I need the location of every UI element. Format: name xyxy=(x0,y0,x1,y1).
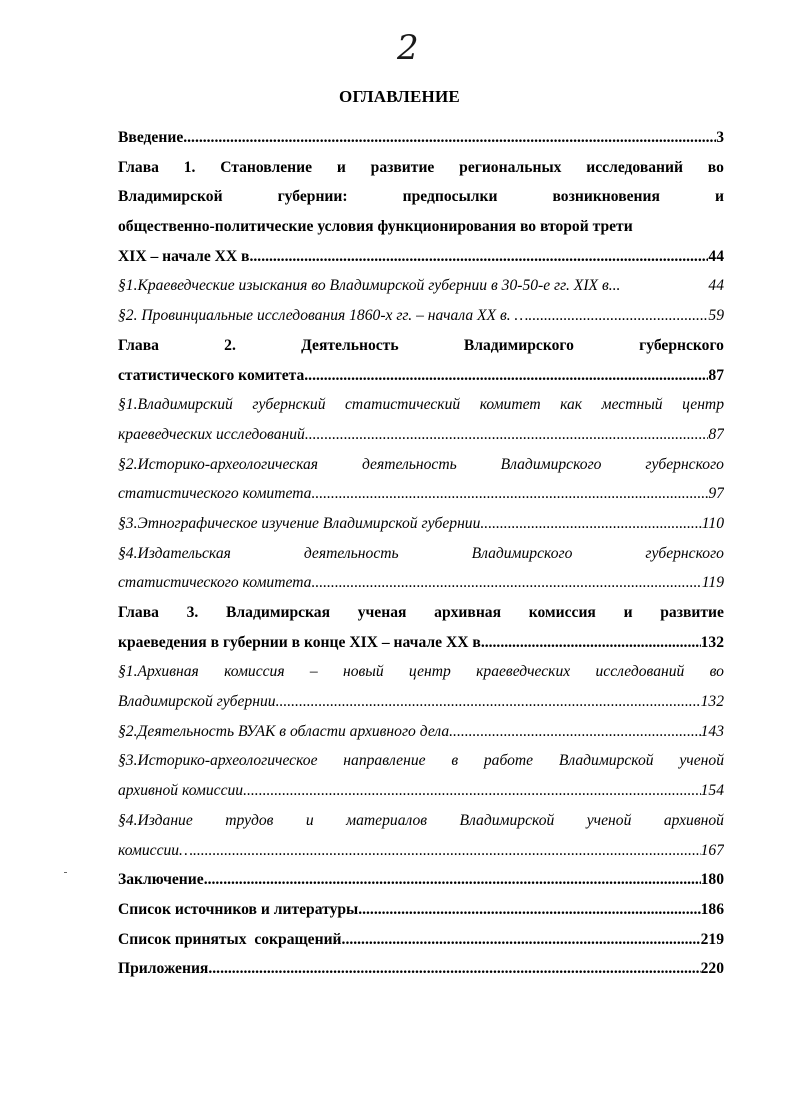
word: Глава xyxy=(118,604,159,621)
toc-chapter-2-line-2[interactable] xyxy=(118,361,724,391)
word: центр xyxy=(408,663,451,681)
word: исследований xyxy=(586,158,684,176)
word: Владимирской xyxy=(558,752,654,770)
word: §1.Архивная xyxy=(118,663,199,681)
toc-chapter-1-line-4[interactable] xyxy=(118,242,724,272)
word: деятельность xyxy=(361,455,457,473)
word: региональных xyxy=(459,158,562,176)
word: краеведческих xyxy=(476,663,571,681)
toc-chapter-3-line-2[interactable] xyxy=(118,628,724,658)
toc-page-number: 132 xyxy=(700,633,724,651)
word: статистический xyxy=(345,396,461,414)
toc-chapter-2-line-1[interactable] xyxy=(118,331,724,361)
toc-page-number: 44 xyxy=(708,277,724,295)
toc-page-number: 143 xyxy=(700,722,724,740)
toc-page-number: 87 xyxy=(708,425,724,443)
word: Владимирского xyxy=(471,544,573,562)
word: новый xyxy=(342,663,384,681)
word: губернского xyxy=(645,544,724,562)
toc-entry-abbreviations[interactable] xyxy=(118,925,724,955)
word: как xyxy=(560,396,583,414)
word: комиссия xyxy=(528,604,596,621)
word: Глава xyxy=(118,336,159,354)
toc-section-3-3-line-2[interactable] xyxy=(118,776,724,806)
toc-section-2-4-line-2[interactable] xyxy=(118,568,724,598)
toc-page-number: 219 xyxy=(700,930,724,948)
toc-entry-intro[interactable] xyxy=(118,123,724,153)
toc-page-number: 132 xyxy=(700,693,724,711)
toc-entry-text: краеведения в губернии в конце XIX – начале XX в. xyxy=(118,633,485,651)
word: ученая xyxy=(357,604,407,621)
toc-chapter-1-line-2[interactable] xyxy=(118,182,724,212)
word: §2.Историко-археологическая xyxy=(118,455,319,473)
word: ученой xyxy=(586,811,632,829)
word: Владимирская xyxy=(226,604,331,621)
toc-section-1-2[interactable] xyxy=(118,301,724,331)
word: направление xyxy=(343,752,426,770)
word: губернского xyxy=(639,336,724,354)
toc-entry-text: архивной комиссии xyxy=(118,782,244,800)
word: Деятельность xyxy=(301,336,399,354)
word: комитет xyxy=(479,396,541,414)
toc-entry-text: Список источников и литературы xyxy=(118,900,359,918)
word: возникновения xyxy=(552,188,660,206)
toc-entry-text: §2. Провинциальные исследования 1860-х гг. – начала XX в. … xyxy=(118,307,529,325)
word: Владимирского xyxy=(500,455,602,473)
word: Владимирского xyxy=(463,336,574,354)
toc-page-number: 59 xyxy=(708,307,724,325)
word: §1.Владимирский xyxy=(118,396,233,414)
toc-section-2-4-line-1[interactable] xyxy=(118,539,724,569)
word: Владимирской xyxy=(118,188,223,206)
word: 3. xyxy=(186,604,199,621)
toc-entry-text: Список принятых сокращений xyxy=(118,930,342,948)
word: губернский xyxy=(252,396,326,414)
toc-entry-text: §1.Краеведческие изыскания во Владимирской губернии в 30-50-е гг. XIX в... xyxy=(118,277,621,295)
word: во xyxy=(709,663,724,681)
toc-entry-text: статистического комитета xyxy=(118,574,312,592)
toc-page-number: 154 xyxy=(700,782,724,800)
toc-section-2-1-line-2[interactable] xyxy=(118,420,724,450)
word: Становление xyxy=(220,158,313,176)
toc-page-number: 180 xyxy=(700,871,724,889)
toc-section-3-4-line-1[interactable] xyxy=(118,806,724,836)
word: работе xyxy=(483,752,534,770)
toc-entry-text: Заключение xyxy=(118,871,204,889)
toc-entry-text: краеведческих исследований xyxy=(118,425,305,443)
handwritten-page-number: 2 xyxy=(397,28,419,68)
scan-speck xyxy=(64,872,67,873)
word: и xyxy=(623,604,633,621)
word: исследований xyxy=(595,663,685,681)
word: развитие xyxy=(370,158,435,176)
word: ученой xyxy=(679,752,724,770)
toc-entry-text: Приложения xyxy=(118,960,209,978)
toc-section-3-1-line-1[interactable] xyxy=(118,657,724,687)
toc-entry-text: статистического комитета xyxy=(118,366,305,384)
word: §3.Историко-археологическое xyxy=(118,752,318,770)
word: архивная xyxy=(434,604,502,621)
toc-chapter-1-line-3[interactable] xyxy=(118,212,724,242)
toc-page-number: 3 xyxy=(716,129,724,146)
toc-page-number: 44 xyxy=(708,247,724,265)
table-of-contents xyxy=(118,123,724,984)
toc-entry-text: статистического комитета xyxy=(118,485,312,503)
toc-section-2-2-line-2[interactable] xyxy=(118,479,724,509)
toc-page-number: 87 xyxy=(708,366,724,384)
toc-entry-text: Введение xyxy=(118,129,184,146)
word: и xyxy=(336,158,346,176)
toc-page-number: 220 xyxy=(700,960,724,978)
word: в xyxy=(451,752,459,770)
toc-page-number: 119 xyxy=(701,574,724,592)
toc-page-number: 110 xyxy=(701,514,724,532)
toc-section-3-4-line-2[interactable] xyxy=(118,836,724,866)
toc-entry-text: Владимирской губернии xyxy=(118,693,276,711)
word: и xyxy=(305,811,314,829)
toc-section-3-1-line-2[interactable] xyxy=(118,687,724,717)
toc-page-number: 97 xyxy=(708,485,724,503)
word: §4.Издательская xyxy=(118,544,231,562)
word: во xyxy=(707,158,724,176)
word: §4.Издание xyxy=(118,811,193,829)
word: трудов xyxy=(225,811,274,829)
word: комиссия xyxy=(224,663,285,681)
toc-entry-text: §3.Этнографическое изучение Владимирской губернии xyxy=(118,514,481,532)
word: развитие xyxy=(660,604,724,621)
toc-entry-text: комиссии… xyxy=(118,841,193,859)
toc-section-1-1[interactable] xyxy=(118,271,724,301)
word: местный xyxy=(601,396,663,414)
toc-section-3-2[interactable] xyxy=(118,717,724,747)
word: Владимирской xyxy=(459,811,555,829)
word: центр xyxy=(682,396,724,414)
toc-page-number: 186 xyxy=(700,900,724,918)
toc-entry-conclusion[interactable] xyxy=(118,865,724,895)
toc-page-number: 167 xyxy=(700,841,724,859)
toc-section-2-1-line-1[interactable] xyxy=(118,390,724,420)
toc-entry-sources[interactable] xyxy=(118,895,724,925)
word: архивной xyxy=(663,811,724,829)
toc-chapter-1-line-1[interactable] xyxy=(118,153,724,183)
toc-entry-text: XIX – начале XX в. xyxy=(118,247,254,265)
word: Глава xyxy=(118,158,159,176)
toc-title: ОГЛАВЛЕНИЕ xyxy=(339,87,460,106)
word: деятельность xyxy=(303,544,399,562)
word: 2. xyxy=(224,336,236,354)
toc-entry-text: общественно-политические условия функционирования во второй трети xyxy=(118,218,633,236)
toc-entry-text: §2.Деятельность ВУАК в области архивного дела xyxy=(118,722,450,740)
word: предпосылки xyxy=(402,188,498,206)
word: губернского xyxy=(645,455,724,473)
word: губернии: xyxy=(277,188,348,206)
toc-section-3-3-line-1[interactable] xyxy=(118,746,724,776)
toc-section-2-2-line-1[interactable] xyxy=(118,450,724,480)
toc-entry-appendix[interactable] xyxy=(118,954,724,984)
toc-section-2-3[interactable] xyxy=(118,509,724,539)
word: 1. xyxy=(183,158,196,176)
word: материалов xyxy=(346,811,428,829)
word: и xyxy=(714,188,724,206)
word: – xyxy=(309,663,318,681)
toc-chapter-3-line-1[interactable] xyxy=(118,598,724,628)
